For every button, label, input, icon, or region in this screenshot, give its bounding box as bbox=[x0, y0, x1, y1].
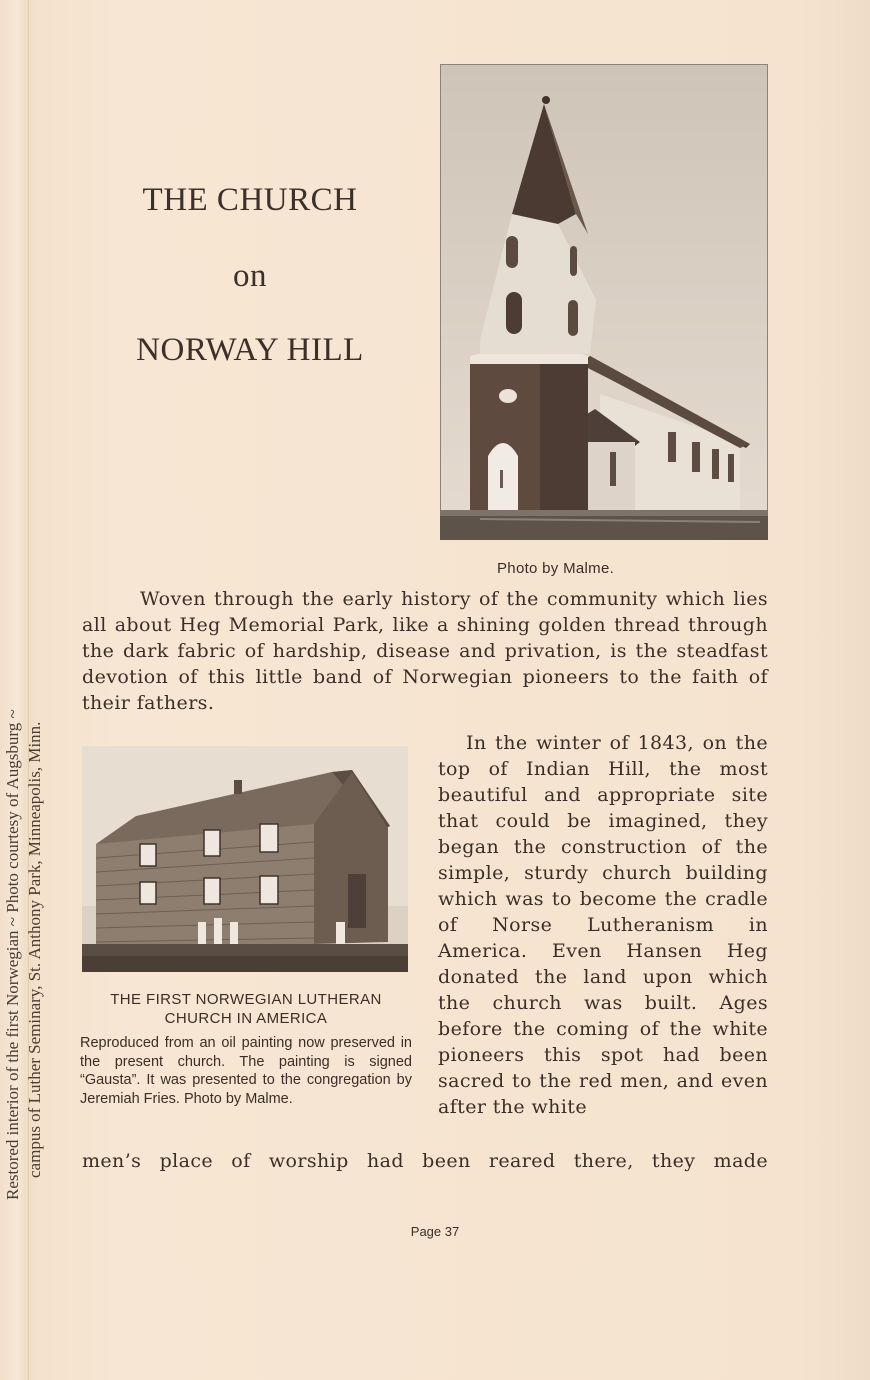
painting-caption-body: Reproduced from an oil painting now preserved in the present church. The painting is signed “Gausta”. It was presented to the congregation by Jeremiah Fries. Photo by Malme. bbox=[80, 1035, 412, 1107]
title-line-1: THE CHURCH bbox=[142, 182, 358, 218]
right-column bbox=[438, 730, 768, 1120]
intro-paragraph bbox=[82, 586, 768, 716]
top-photo-caption: Photo by Malme. bbox=[497, 560, 615, 577]
facing-page-margin bbox=[0, 0, 44, 1380]
first-church-painting-image bbox=[82, 746, 408, 972]
intro-paragraph-text: Woven through the early history of the community which lies all about Heg Memorial Park, like a shining golden thread through the dark fabric of hardship, disease and privation, is the steadfast devotion of this little band of Norwegian pioneers to the faith of their fathers. bbox=[82, 588, 768, 714]
margin-caption bbox=[2, 0, 46, 1200]
first-church-painting bbox=[82, 746, 408, 972]
margin-caption-line-2: campus of Luther Seminary, St. Anthony Park, Minneapolis, Minn. bbox=[25, 721, 44, 1178]
title-line-2: on bbox=[233, 258, 267, 294]
church-photo bbox=[440, 64, 768, 540]
church-photo-image bbox=[440, 64, 768, 540]
painting-caption-title: THE FIRST NORWEGIAN LUTHERAN CHURCH IN AMERICA bbox=[110, 991, 382, 1027]
margin-caption-line-1: Restored interior of the first Norwegian ~ Photo courtesy of Augsburg ~ bbox=[3, 709, 22, 1200]
page-number: Page 37 bbox=[410, 1224, 460, 1239]
second-paragraph-text: In the winter of 1843, on the top of Indian Hill, the most beautiful and appropriate site that could be imagined, they began the construction of the simple, sturdy church building which was to become the cradle of Norse Lutheranism in America. Even Hansen Heg donated the land upon which the church was built. Ages before the coming of the white pioneers this spot had been sacred to the red men, and even after the white bbox=[438, 732, 768, 1118]
continuation-line: men’s place of worship had been reared there, they made bbox=[82, 1150, 768, 1172]
title-line-3: NORWAY HILL bbox=[136, 332, 364, 368]
